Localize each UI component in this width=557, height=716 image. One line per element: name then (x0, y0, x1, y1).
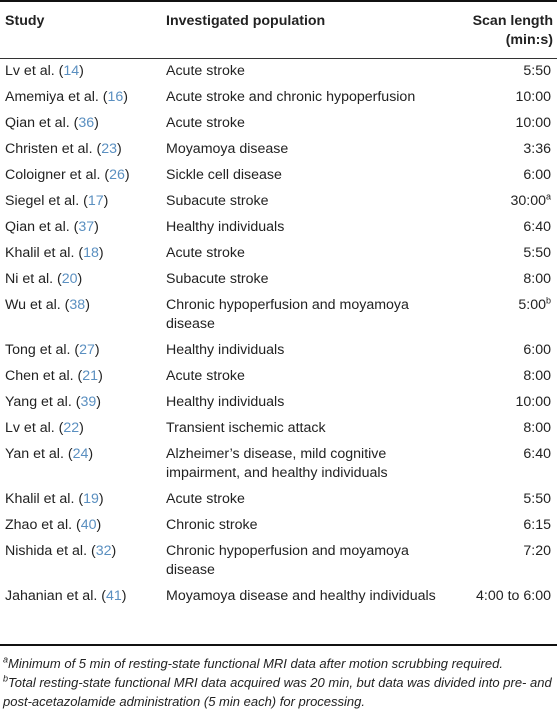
footnote-b (3, 673, 557, 711)
population-cell: Alzheimer’s disease, mild cognitive impairment, and healthy individuals (166, 446, 388, 481)
close-paren: ) (94, 219, 99, 235)
reference-link[interactable]: 17 (87, 193, 104, 209)
scan-length-cell (459, 441, 557, 486)
table-row (0, 583, 557, 609)
close-paren: ) (94, 115, 99, 131)
table-body (0, 58, 557, 609)
population-cell: Sickle cell disease (166, 167, 282, 183)
study-name: Qian et al. ( (5, 219, 79, 235)
reference-link[interactable]: 19 (83, 491, 99, 507)
scan-length-value: 5:50 (523, 245, 551, 261)
population-cell: Subacute stroke (166, 271, 269, 287)
population-cell: Acute stroke and chronic hypoperfusion (166, 89, 416, 105)
header-scan-length (459, 3, 557, 58)
close-paren: ) (96, 517, 102, 533)
scan-length-cell (459, 415, 557, 441)
header-row (0, 3, 557, 58)
study-name: Amemiya et al. ( (5, 89, 108, 105)
population-cell: Moyamoya disease and healthy individuals (166, 588, 436, 604)
close-paren: ) (96, 394, 101, 410)
table-row (0, 84, 557, 110)
footnotes (0, 654, 557, 711)
study-cell (0, 162, 166, 188)
population-cell: Healthy individuals (166, 219, 285, 235)
scan-length-value: 6:40 (523, 446, 551, 462)
scan-length-value: 3:36 (523, 141, 551, 157)
reference-link[interactable]: 38 (69, 297, 86, 313)
footnote-b-mark: b (3, 673, 9, 684)
footnote-marker: a (545, 191, 551, 202)
study-cell (0, 337, 166, 363)
reference-link[interactable]: 16 (107, 89, 124, 105)
header-scan-length-line2: (min:s) (505, 32, 553, 48)
population-cell: Healthy individuals (166, 342, 285, 358)
scan-length-cell (459, 337, 557, 363)
study-cell (0, 84, 166, 110)
scan-length-value: 5:50 (523, 491, 551, 507)
study-cell (0, 486, 166, 512)
table-row (0, 389, 557, 415)
close-paren: ) (94, 342, 100, 358)
population-cell: Acute stroke (166, 245, 245, 261)
study-name: Ni et al. ( (5, 271, 62, 287)
study-name: Yan et al. ( (5, 446, 73, 462)
scan-length-cell (459, 240, 557, 266)
table-row (0, 292, 557, 337)
scan-length-cell (459, 110, 557, 136)
reference-link[interactable]: 21 (82, 368, 99, 384)
scan-length-cell (459, 136, 557, 162)
study-name: Lv et al. ( (5, 420, 64, 436)
study-name: Nishida et al. ( (5, 543, 96, 559)
table-row (0, 415, 557, 441)
header-study: Study (5, 13, 45, 29)
study-name: Chen et al. ( (5, 368, 83, 384)
close-paren: ) (103, 193, 109, 209)
close-paren: ) (121, 588, 127, 604)
study-cell (0, 292, 166, 337)
table-row (0, 162, 557, 188)
close-paren: ) (124, 167, 130, 183)
study-name: Christen et al. ( (5, 141, 102, 157)
table-row (0, 441, 557, 486)
scan-length-cell (459, 363, 557, 389)
study-cell (0, 58, 166, 84)
population-cell: Acute stroke (166, 491, 245, 507)
header-scan-length-line1: Scan length (472, 13, 553, 29)
table-row (0, 538, 557, 583)
scan-length-cell (459, 162, 557, 188)
study-cell (0, 110, 166, 136)
scan-length-cell (459, 188, 557, 214)
close-paren: ) (98, 491, 104, 507)
reference-link[interactable]: 40 (80, 517, 97, 533)
study-name: Lv et al. ( (5, 63, 64, 79)
reference-link[interactable]: 26 (109, 167, 125, 183)
study-name: Jahanian et al. ( (5, 588, 106, 604)
scan-length-cell (459, 84, 557, 110)
study-name: Wu et al. ( (5, 297, 70, 313)
study-cell (0, 136, 166, 162)
bottom-rule (0, 644, 557, 646)
reference-link[interactable]: 39 (80, 394, 97, 410)
close-paren: ) (79, 420, 84, 436)
study-cell (0, 415, 166, 441)
table-row (0, 58, 557, 84)
population-cell: Acute stroke (166, 368, 245, 384)
scan-length-value: 6:40 (523, 219, 551, 235)
scan-length-cell (459, 389, 557, 415)
table-row (0, 188, 557, 214)
scan-length-cell (459, 214, 557, 240)
top-rule (0, 0, 557, 2)
scan-length-value: 4:00 to 6:00 (476, 588, 551, 604)
table-row (0, 110, 557, 136)
study-name: Khalil et al. ( (5, 491, 84, 507)
study-cell (0, 363, 166, 389)
reference-link[interactable]: 22 (63, 420, 80, 436)
close-paren: ) (79, 63, 84, 79)
study-name: Siegel et al. ( (5, 193, 88, 209)
scan-length-value: 5:00 (518, 297, 546, 313)
scan-length-cell (459, 512, 557, 538)
population-cell: Chronic hypoperfusion and moyamoya disease (166, 543, 409, 578)
reference-link[interactable]: 27 (79, 342, 95, 358)
population-cell: Chronic hypoperfusion and moyamoya disease (166, 297, 409, 332)
study-cell (0, 538, 166, 583)
study-cell (0, 389, 166, 415)
study-name: Coloigner et al. ( (5, 167, 110, 183)
reference-link[interactable]: 24 (72, 446, 89, 462)
close-paren: ) (116, 141, 122, 157)
population-cell: Healthy individuals (166, 394, 285, 410)
study-cell (0, 266, 166, 292)
scan-length-cell (459, 583, 557, 609)
close-paren: ) (111, 543, 117, 559)
study-cell (0, 441, 166, 486)
table-row (0, 240, 557, 266)
scan-length-cell (459, 538, 557, 583)
scan-length-value: 8:00 (523, 420, 551, 436)
scan-length-value: 7:20 (523, 543, 551, 559)
study-cell (0, 240, 166, 266)
footnote-a-text: Minimum of 5 min of resting-state functional MRI data after motion scrubbing required. (8, 656, 503, 671)
close-paren: ) (77, 271, 83, 287)
reference-link[interactable]: 23 (101, 141, 117, 157)
study-cell (0, 214, 166, 240)
scan-length-value: 10:00 (515, 89, 551, 105)
scan-length-cell (459, 58, 557, 84)
reference-link[interactable]: 20 (61, 271, 78, 287)
reference-link[interactable]: 36 (78, 115, 95, 131)
scan-length-cell (459, 292, 557, 337)
scan-length-value: 30:00 (510, 193, 546, 209)
population-cell: Chronic stroke (166, 517, 258, 533)
reference-link[interactable]: 37 (78, 219, 95, 235)
reference-link[interactable]: 18 (83, 245, 99, 261)
reference-link[interactable]: 32 (95, 543, 112, 559)
close-paren: ) (88, 446, 94, 462)
population-cell: Acute stroke (166, 63, 245, 79)
table-row (0, 214, 557, 240)
study-name: Khalil et al. ( (5, 245, 84, 261)
reference-link[interactable]: 41 (105, 588, 122, 604)
population-cell: Acute stroke (166, 115, 245, 131)
table-row (0, 337, 557, 363)
close-paren: ) (98, 368, 103, 384)
study-cell (0, 512, 166, 538)
table-row (0, 136, 557, 162)
study-name: Zhao et al. ( (5, 517, 81, 533)
scan-length-value: 5:50 (523, 63, 551, 79)
population-cell: Moyamoya disease (166, 141, 289, 157)
scan-length-value: 6:00 (523, 342, 551, 358)
table-row (0, 512, 557, 538)
reference-link[interactable]: 14 (63, 63, 80, 79)
population-cell: Transient ischemic attack (166, 420, 326, 436)
header-population: Investigated population (166, 13, 326, 29)
scan-length-cell (459, 486, 557, 512)
scan-length-value: 6:00 (523, 167, 551, 183)
studies-table (0, 3, 557, 609)
close-paren: ) (123, 89, 129, 105)
footnote-marker: b (545, 295, 551, 306)
close-paren: ) (85, 297, 90, 313)
scan-length-value: 10:00 (515, 115, 551, 131)
scan-length-value: 10:00 (515, 394, 551, 410)
footnote-a-mark: a (3, 654, 9, 665)
scan-length-value: 6:15 (523, 517, 551, 533)
table-row (0, 486, 557, 512)
scan-length-cell (459, 266, 557, 292)
footnote-b-text: Total resting-state functional MRI data acquired was 20 min, but data was divided into pre- and post-acetazolamide administration (5 min each) for processing. (3, 675, 552, 709)
scan-length-value: 8:00 (523, 368, 551, 384)
scan-length-value: 8:00 (523, 271, 551, 287)
table-row (0, 266, 557, 292)
study-name: Qian et al. ( (5, 115, 79, 131)
study-cell (0, 188, 166, 214)
footnote-a (3, 654, 557, 673)
population-cell: Subacute stroke (166, 193, 269, 209)
table-row (0, 363, 557, 389)
close-paren: ) (98, 245, 104, 261)
study-name: Tong et al. ( (5, 342, 80, 358)
study-name: Yang et al. ( (5, 394, 81, 410)
study-cell (0, 583, 166, 609)
